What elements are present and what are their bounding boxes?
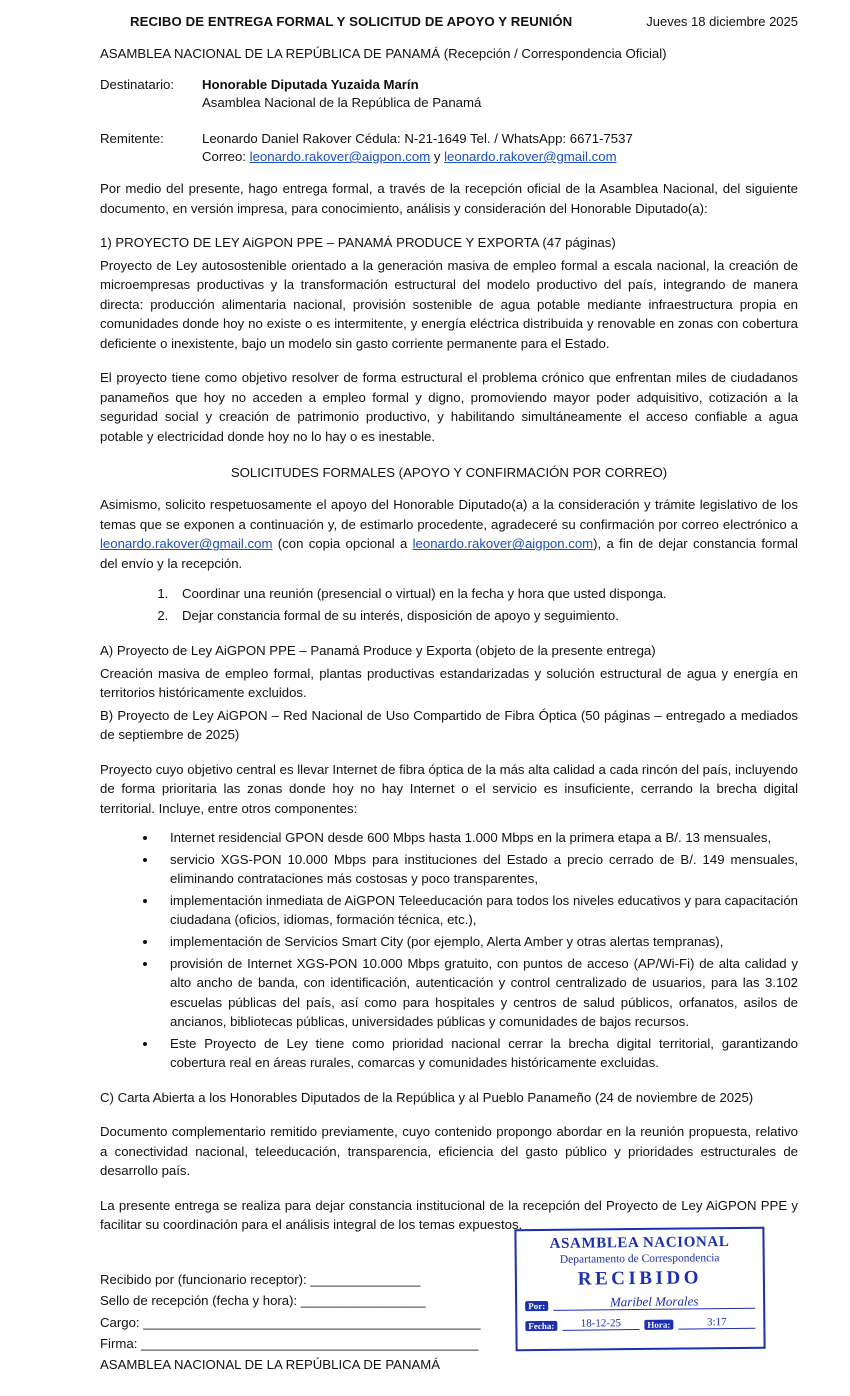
section-c-title: C) Carta Abierta a los Honorables Diputados de la República y al Pueblo Panameño (24 de noviembre de 2025) — [100, 1089, 754, 1105]
requests-intro — [100, 495, 798, 573]
reception-stamp — [514, 1226, 765, 1351]
sender-block — [100, 131, 798, 164]
sender-email-conjunction: y — [433, 149, 441, 164]
item1-objective: El proyecto tiene como objetivo resolver de forma estructural el problema crónico que enfrentan miles de ciudadanos panameños que hoy no acceden a empleo formal y digno, promoviendo mayor poder adquisitivo, cotización a la seguridad social y creación de patrimonio productivo, y habilitando simultáneamente el acceso confiable a agua potable y electricidad donde hoy no lo hay o es inestable. — [100, 370, 798, 444]
requests-list — [100, 584, 798, 627]
stamp-por-value: Maribel Morales — [553, 1294, 755, 1311]
recipient-name: Honorable Diputada Yuzaida Marín — [202, 77, 419, 92]
list-item: 2. Dejar constancia formal de su interés, disposición de apoyo y seguimiento. — [172, 606, 798, 626]
list-item: • Este Proyecto de Ley tiene como prioridad nacional cerrar la brecha digital territorial, garantizando cobertura real en áreas rurales, comarcas y comunidades históricamente excluidas. — [158, 1034, 798, 1073]
recipient-block — [100, 77, 798, 110]
stamp-received-text: RECIBIDO — [577, 1267, 703, 1290]
item1-description: Proyecto de Ley autosostenible orientado a la generación masiva de empleo formal a escala nacional, la creación de microempresas productivas y la transformación estructural del modelo productivo del país, integrando de manera directa: producción alimentaria nacional, provisión sostenible de agua potable mediante infraestructura propia en comunidades donde hoy no existe o es intermitente, y energía eléctrica distribuida y renovable en zonas con cobertura deficiente o inexistente, bajo un modelo sin gasto corriente permanente para el Estado. — [100, 257, 798, 351]
stamp-por-label: Por: — [525, 1301, 548, 1311]
stamp-institution: ASAMBLEA NACIONAL — [549, 1233, 730, 1252]
stamp-por-row — [525, 1294, 755, 1312]
section-c-description: Documento complementario remitido previamente, cuyo contenido propongo abordar en la reunión propuesta, relativo a conectividad nacional, teleeducación, transparencia, eficiencia del gasto público y prioridades estructurales de desarrollo país. — [100, 1124, 798, 1179]
institution-footer: ASAMBLEA NACIONAL DE LA REPÚBLICA DE PANAMÁ — [100, 1357, 441, 1373]
position-line: Cargo: ______________________________________________ — [100, 1314, 481, 1330]
intro-paragraph: Por medio del presente, hago entrega formal, a través de la recepción oficial de la Asamblea Nacional, del siguiente documento, en versión impresa, para conocimiento, análisis y consideración del Honorable Diputado(a): — [100, 181, 798, 216]
institution-line: ASAMBLEA NACIONAL DE LA REPÚBLICA DE PANAMÁ (Recepción / Correspondencia Oficial) — [100, 46, 667, 61]
list-item: • Internet residencial GPON desde 600 Mbps hasta 1.000 Mbps en la primera etapa a B/. 13 mensuales, — [158, 828, 798, 848]
stamp-hora-label: Hora: — [644, 1320, 673, 1330]
stamp-department: Departamento de Correspondencia — [559, 1251, 720, 1266]
list-item: • servicio XGS-PON 10.000 Mbps para instituciones del Estado a precio cerrado de B/. 149 mensuales, eliminando contrataciones más costosas y poco transparentes, — [158, 850, 798, 889]
list-item: • provisión de Internet XGS-PON 10.000 Mbps gratuito, con puntos de acceso (AP/Wi-Fi) de alta calidad y alto ancho de banda, con identificación, autenticación y control centralizado de usuarios, para las 3.102 escuelas públicas del país, así como para hospitales y centros de salud públicos, orfanatos, asilos de ancianos, bibliotecas públicas, universidades públicas y comunidades de bajos recursos. — [158, 954, 798, 1032]
reception-seal-line: Sello de recepción (fecha y hora): _________________ — [100, 1293, 426, 1309]
recipient-label: Destinatario: — [100, 77, 175, 92]
list-item: 1. Coordinar una reunión (presencial o virtual) en la fecha y hora que usted disponga. — [172, 584, 798, 604]
sender-email-1[interactable]: leonardo.rakover@aigpon.com — [249, 149, 431, 164]
list-item: • implementación inmediata de AiGPON Teleeducación para todos los niveles educativos y para capacitación ciudadana (oficios, idiomas, formación técnica, etc.), — [158, 891, 798, 930]
requests-intro-part-a: Asimismo, solicito respetuosamente el apoyo del Honorable Diputado(a) a la consideración y trámite legislativo de los temas que se exponen a continuación y, de estimarlo procedente, agradeceré su confirmación por correo electrónico a — [100, 497, 798, 532]
stamp-fecha-value: 18-12-25 — [562, 1317, 639, 1331]
requests-email-2[interactable]: leonardo.rakover@aigpon.com — [412, 536, 594, 552]
section-a-title: A) Proyecto de Ley AiGPON PPE – Panamá Produce y Exporta (objeto de la presente entrega) — [100, 643, 656, 659]
closing-paragraph: La presente entrega se realiza para dejar constancia institucional de la recepción del Proyecto de Ley AiGPON PPE y facilitar su coordinación para el análisis integral de los temas expuestos. — [100, 1197, 798, 1233]
requests-heading: SOLICITUDES FORMALES (APOYO Y CONFIRMACIÓN POR CORREO) — [230, 465, 668, 481]
section-a-description: Creación masiva de empleo formal, plantas productivas estandarizadas y solución estructural de agua y energía en territorios históricamente excluidos. — [100, 665, 798, 701]
page-title: RECIBO DE ENTREGA FORMAL Y SOLICITUD DE APOYO Y REUNIÓN — [130, 14, 573, 29]
requests-intro-part-c: ), a fin de dejar constancia formal del envío y la recepción. — [100, 536, 798, 571]
document-header — [100, 14, 798, 29]
requests-intro-part-b: (con copia opcional a — [272, 536, 413, 552]
sender-email-line — [202, 149, 633, 164]
list-item: • implementación de Servicios Smart City (por ejemplo, Alerta Amber y otras alertas tempranas), — [158, 932, 798, 952]
recipient-org: Asamblea Nacional de la República de Panamá — [202, 95, 482, 110]
signature-line: Firma: ______________________________________________ — [100, 1336, 479, 1352]
document-date: Jueves 18 diciembre 2025 — [646, 14, 798, 29]
sender-email-2[interactable]: leonardo.rakover@gmail.com — [444, 149, 617, 164]
requests-email-1[interactable]: leonardo.rakover@gmail.com — [100, 536, 273, 552]
stamp-fecha-label: Fecha: — [525, 1321, 557, 1331]
stamp-hora-value: 3:17 — [678, 1316, 755, 1330]
section-b-description: Proyecto cuyo objetivo central es llevar Internet de fibra óptica de la más alta calidad a cada rincón del país, incluyendo de forma prioritaria las zonas donde hoy no hay Internet o el servicio es insuficiente, cerrando la brecha digital territorial. Incluye, entre otros componentes: — [100, 761, 798, 816]
stamp-fecha-row — [525, 1316, 755, 1332]
section-b-title: B) Proyecto de Ley AiGPON – Red Nacional de Uso Compartido de Fibra Óptica (50 páginas – entregado a mediados de septiembre de 2025) — [100, 707, 798, 743]
sender-contact: Leonardo Daniel Rakover Cédula: N-21-1649 Tel. / WhatsApp: 6671-7537 — [202, 131, 633, 146]
received-by-line: Recibido por (funcionario receptor): _______________ — [100, 1271, 421, 1287]
section-b-bullets — [100, 828, 798, 1072]
sender-label: Remitente: — [100, 131, 164, 146]
sender-email-label: Correo: — [202, 149, 246, 164]
item1-title: 1) PROYECTO DE LEY AiGPON PPE – PANAMÁ PRODUCE Y EXPORTA (47 páginas) — [100, 235, 616, 251]
